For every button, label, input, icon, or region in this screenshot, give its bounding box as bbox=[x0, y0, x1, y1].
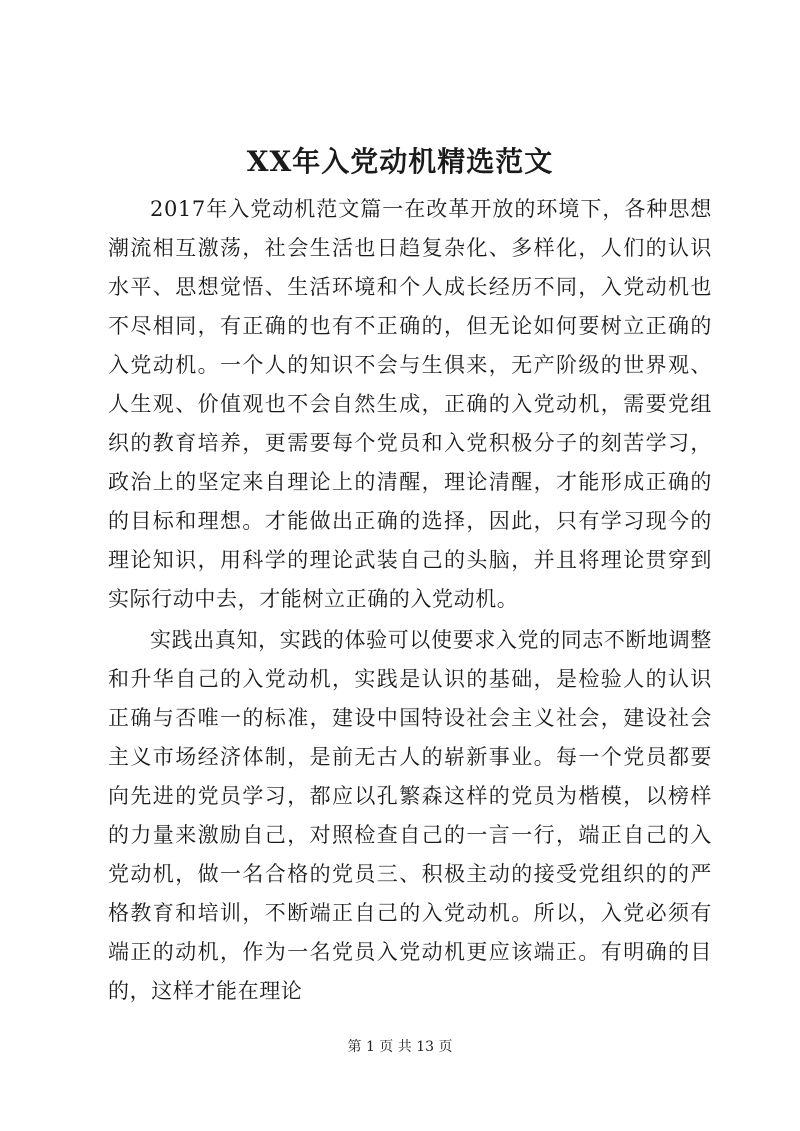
document-title: XX年入党动机精选范文 bbox=[246, 145, 554, 178]
paragraph-1: 2017年入党动机范文篇一在改革开放的环境下，各种思想潮流相互激荡，社会生活也日趋复杂化、多样化，人们的认识水平、思想觉悟、生活环境和个人成长经历不同，入党动机也不尽相同，有正确的也有不正确的，但无论如何要树立正确的入党动机。一个人的知识不会与生俱来，无产阶级的世界观、人生观、价值观也不会自然生成，正确的入党动机，需要党组织的教育培养，更需要每个党员和入党积极分子的刻苦学习，政治上的坚定来自理论上的清醒，理论清醒，才能形成正确的的目标和理想。才能做出正确的选择，因此，只有学习现今的理论知识，用科学的理论武装自己的头脑，并且将理论贯穿到实际行动中去，才能树立正确的入党动机。 bbox=[108, 197, 712, 611]
page-number-footer: 第 1 页 共 13 页 bbox=[347, 1039, 453, 1055]
paragraph-2: 实践出真知，实践的体验可以使要求入党的同志不断地调整和升华自己的入党动机，实践是认识的基础，是检验人的认识正确与否唯一的标准，建设中国特设社会主义社会，建设社会主义市场经济体制，是前无古人的崭新事业。每一个党员都要向先进的党员学习，都应以孔繁森这样的党员为楷模，以榜样的力量来激励自己，对照检查自己的一言一行，端正自己的入党动机，做一名合格的党员三、积极主动的接受党组织的的严格教育和培训，不断端正自己的入党动机。所以，入党必须有端正的动机，作为一名党员入党动机更应该端正。有明确的目的，这样才能在理论 bbox=[108, 628, 712, 1003]
document-body bbox=[108, 190, 712, 1011]
